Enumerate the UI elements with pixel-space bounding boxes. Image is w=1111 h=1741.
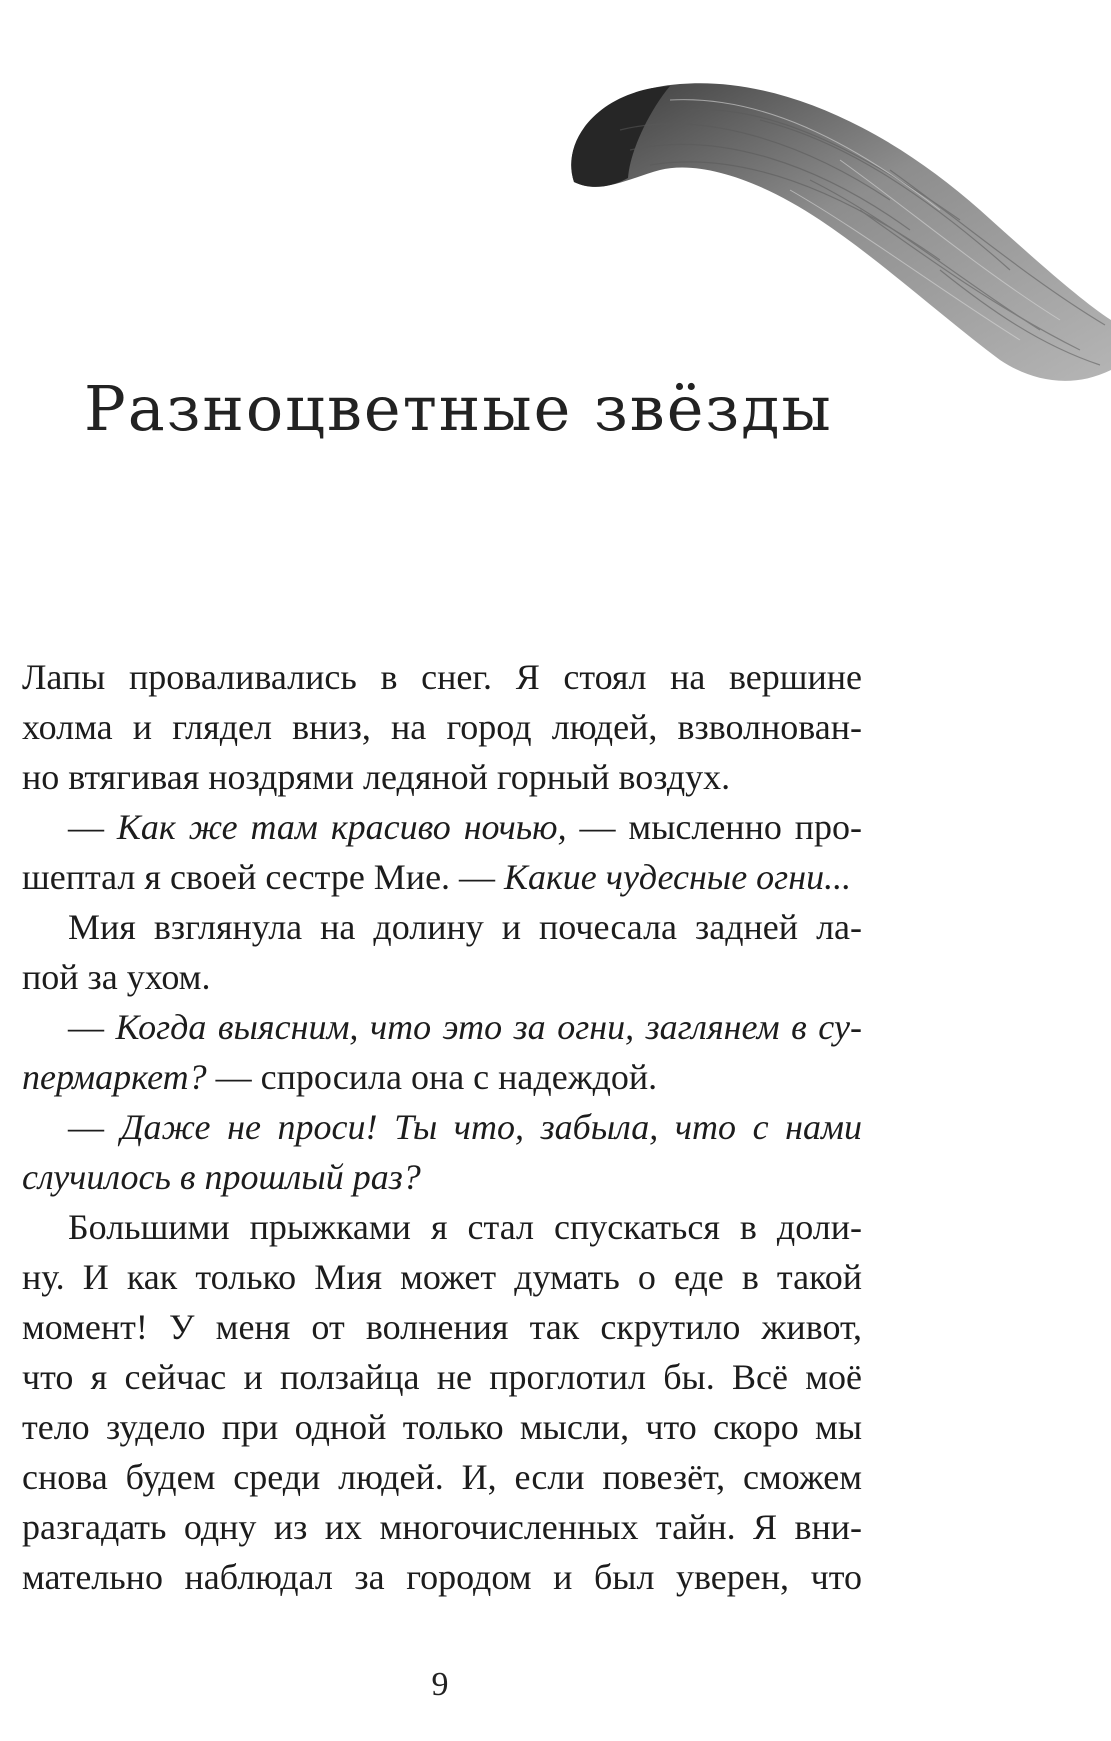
text-line: холма и глядел вниз, на город людей, взволнован- (22, 707, 862, 747)
dialogue-line: — Как же там красиво ночью, — мысленно про- (68, 807, 862, 847)
text-line: разгадать одну из их многочисленных тайн. Я вни- (22, 1507, 862, 1547)
text-line: Большими прыжками я стал спускаться в доли- (68, 1207, 862, 1247)
page-number: 9 (431, 1666, 449, 1703)
text-line: что я сейчас и ползайца не проглотил бы. Всё моё (22, 1357, 862, 1397)
text-line: ну. И как только Мия может думать о еде в такой (22, 1257, 862, 1297)
text-line: Лапы проваливались в снег. Я стоял на вершине (22, 657, 862, 697)
chapter-title: Разноцветные звёзды (84, 372, 833, 445)
text-line: Мия взглянула на долину и почесала задней ла- (68, 907, 862, 947)
text-line: снова будем среди людей. И, если повезёт, сможем (22, 1457, 862, 1497)
text-line: тело зудело при одной только мысли, что скоро мы (22, 1407, 862, 1447)
dialogue-line: — Когда выясним, что это за огни, заглянем в су- (68, 1007, 863, 1047)
dialogue-line: шептал я своей сестре Мие. — Какие чудесные огни... (22, 857, 852, 897)
text-line: момент! У меня от волнения так скрутило живот, (22, 1307, 862, 1347)
dialogue-line: пермаркет? — спросила она с надеждой. (22, 1057, 658, 1097)
chapter-body (22, 652, 862, 1602)
text-line: мательно наблюдал за городом и был уверен, что (22, 1557, 862, 1597)
dialogue-line: случилось в прошлый раз? (22, 1157, 421, 1197)
tail-body (571, 83, 1111, 381)
text-line: но втягивая ноздрями ледяной горный воздух. (22, 757, 731, 797)
text-line: пой за ухом. (22, 957, 211, 997)
dialogue-line: — Даже не проси! Ты что, забыла, что с нами (68, 1107, 863, 1147)
